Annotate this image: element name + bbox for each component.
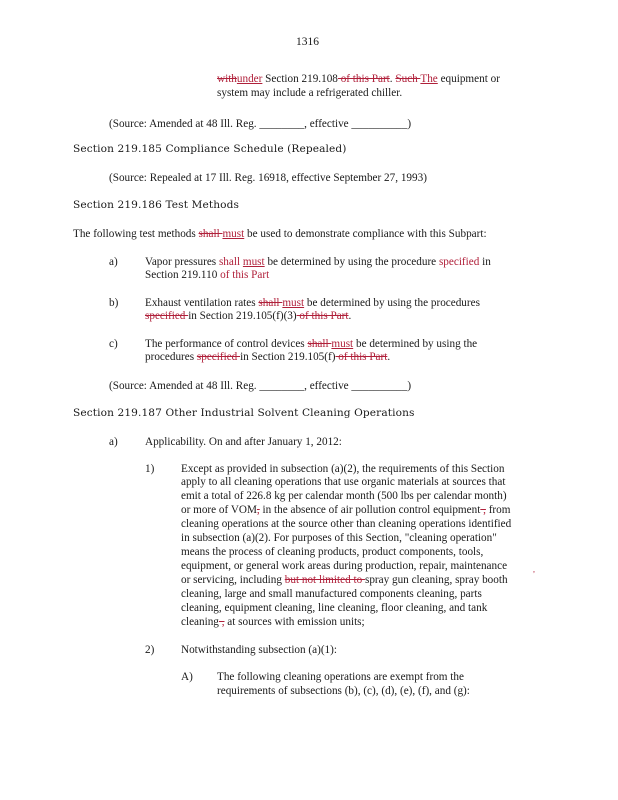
inserted-text: The	[420, 73, 438, 85]
section-186-intro: The following test methods shall must be used to demonstrate compliance with this Subpart:	[73, 228, 487, 240]
paragraph-1-line: cleaning operations at the source other than cleaning operations identified	[181, 518, 512, 530]
paragraph-1-line: means the process of cleaning products, product components, tools,	[181, 546, 484, 558]
list-label: a)	[109, 436, 118, 448]
section-186-heading: Section 219.186 Test Methods	[73, 199, 240, 211]
deleted-text: specified	[145, 310, 189, 322]
test-method-b-line-2: specified in Section 219.105(f)(3) of this Part.	[145, 310, 352, 322]
list-label: c)	[109, 338, 118, 350]
intro-line-1: withunder Section 219.108 of this Part. Such The equipment or	[217, 73, 500, 85]
paragraph-1-line: emit a total of 226.8 kg per calendar month (500 lbs per calendar month)	[181, 490, 507, 502]
paragraph-1-line: or more of VOM, in the absence of air pollution control equipment , from	[181, 504, 511, 516]
paragraph-1-line: Except as provided in subsection (a)(2), the requirements of this Section	[181, 463, 505, 475]
test-method-a-line-1: Vapor pressures shall must be determined by using the procedure specified in	[145, 256, 491, 268]
inserted-text: under	[236, 73, 263, 85]
section-186-source: (Source: Amended at 48 Ill. Reg. ________, effective __________)	[109, 380, 412, 392]
subparagraph-A-line-2: requirements of subsections (b), (c), (d), (e), (f), and (g):	[217, 685, 470, 697]
deleted-text: shall	[258, 297, 283, 309]
edited-text: shall	[218, 256, 241, 268]
edited-text: specified	[438, 256, 480, 268]
deleted-text: of this Part	[337, 73, 390, 85]
deleted-text: ,	[256, 504, 260, 516]
edited-text: of this Part	[217, 269, 270, 281]
deleted-text: shall	[307, 338, 332, 350]
section-187-heading: Section 219.187 Other Industrial Solvent Cleaning Operations	[73, 407, 415, 419]
inserted-text: must	[331, 338, 354, 350]
inserted-text: must	[222, 228, 245, 240]
test-method-a-line-2: Section 219.110 of this Part	[145, 269, 270, 281]
list-label: a)	[109, 256, 118, 268]
deleted-text: with	[217, 73, 237, 85]
page-number: 1316	[296, 36, 319, 48]
paragraph-1-line: or servicing, including but not limited to spray gun cleaning, spray booth	[181, 574, 508, 586]
inserted-text: must	[282, 297, 305, 309]
paragraph-1-line: cleaning , at sources with emission units;	[181, 616, 365, 628]
list-label: b)	[109, 297, 119, 309]
section-185-source: (Source: Repealed at 17 Ill. Reg. 16918, effective September 27, 1993)	[109, 172, 427, 184]
subparagraph-A-line-1: The following cleaning operations are exempt from the	[217, 671, 464, 683]
deleted-text: ,	[480, 504, 486, 516]
source-note-1: (Source: Amended at 48 Ill. Reg. ________, effective __________)	[109, 118, 412, 130]
deleted-text: shall	[198, 228, 223, 240]
test-method-c-line-2: procedures specified in Section 219.105(f) of this Part.	[145, 351, 391, 363]
deleted-text: but not limited to	[284, 574, 365, 586]
list-label: 2)	[145, 644, 155, 656]
deleted-text: Such	[395, 73, 421, 85]
list-label: 1)	[145, 463, 155, 475]
paragraph-1-line: apply to all cleaning operations that use organic materials at sources that	[181, 476, 506, 488]
test-method-b-line-1: Exhaust ventilation rates shall must be determined by using the procedures	[145, 297, 480, 309]
paragraph-1-line: cleaning, large and small manufactured components cleaning, parts	[181, 588, 482, 600]
applicability-text: Applicability. On and after January 1, 2012:	[145, 436, 342, 448]
inserted-text: must	[242, 256, 265, 268]
paragraph-1-line: cleaning, equipment cleaning, line cleaning, floor cleaning, and tank	[181, 602, 488, 614]
deleted-text: ,	[218, 616, 225, 628]
section-185-heading: Section 219.185 Compliance Schedule (Repealed)	[73, 143, 347, 155]
deleted-text: of this Part	[335, 351, 388, 363]
paragraph-1-line: equipment, or general work areas during production, repair, maintenance	[181, 560, 508, 572]
test-method-c-line-1: The performance of control devices shall must be determined by using the	[145, 338, 478, 350]
paragraph-2-text: Notwithstanding subsection (a)(1):	[181, 644, 337, 656]
deleted-text: of this Part	[296, 310, 349, 322]
paragraph-1-line: in subsection (a)(2). For purposes of this Section, "cleaning operation"	[181, 532, 497, 544]
deleted-text: specified	[196, 351, 241, 363]
revision-mark: ,	[533, 565, 535, 574]
intro-line-2: system may include a refrigerated chiller.	[217, 87, 403, 99]
list-label: A)	[181, 671, 193, 683]
